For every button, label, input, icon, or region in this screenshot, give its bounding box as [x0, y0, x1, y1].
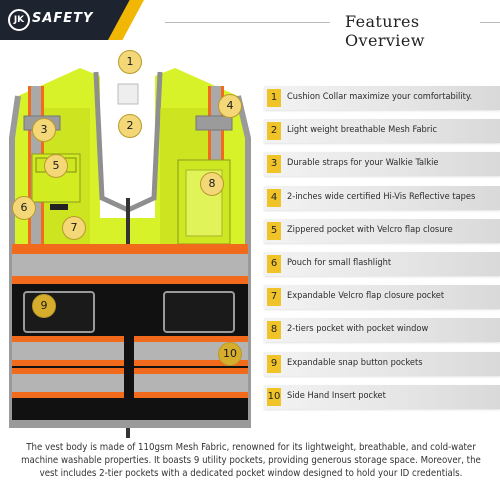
marker-10: 10: [218, 342, 242, 366]
feature-text: Cushion Collar maximize your comfortability.: [287, 91, 473, 102]
vest-image: [0, 48, 256, 438]
feature-item: [264, 119, 500, 143]
feature-text: 2-tiers pocket with pocket window: [287, 323, 429, 335]
feature-text: Durable straps for your Walkie Talkie: [287, 157, 439, 169]
title-divider: [480, 22, 500, 23]
feature-number: 1: [267, 89, 281, 107]
feature-number: 3: [267, 155, 281, 173]
feature-item: [264, 86, 500, 110]
feature-number: 10: [267, 388, 281, 406]
marker-7: 7: [62, 216, 86, 240]
brand-logo-icon: JK: [8, 9, 30, 31]
feature-number: 7: [267, 288, 281, 306]
feature-text: Expandable snap button pockets: [287, 356, 423, 368]
marker-6: 6: [12, 196, 36, 220]
marker-8: 8: [200, 172, 224, 196]
feature-text: 2-inches wide certified Hi-Vis Reflective tapes: [287, 190, 476, 202]
header: [0, 0, 500, 50]
marker-3: 3: [32, 118, 56, 142]
feature-item: [264, 285, 500, 309]
feature-item: [264, 186, 500, 210]
feature-item: [264, 385, 500, 409]
feature-number: 5: [267, 222, 281, 240]
marker-5: 5: [44, 154, 68, 178]
feature-text: Zippered pocket with Velcro flap closure: [287, 223, 453, 235]
feature-item: [264, 152, 500, 176]
feature-item: [264, 318, 500, 342]
marker-9: 9: [32, 294, 56, 318]
brand-name: SAFETY: [32, 11, 94, 26]
feature-number: 4: [267, 189, 281, 207]
feature-number: 9: [267, 355, 281, 373]
feature-item: [264, 219, 500, 243]
title-divider: [165, 22, 330, 23]
marker-4: 4: [218, 94, 242, 118]
feature-text: Expandable Velcro flap closure pocket: [287, 290, 445, 302]
feature-text: Light weight breathable Mesh Fabric: [287, 124, 437, 136]
feature-list: [264, 86, 500, 418]
feature-text: Side Hand Insert pocket: [287, 389, 386, 401]
feature-item: [264, 352, 500, 376]
product-description: The vest body is made of 110gsm Mesh Fabric, renowned for its lightweight, breathable, and cold-water machine washable properties. It boasts 9 utility pockets, providing generous storage space. Moreover, the vest includes 2-tier pockets with a dedicated pocket window designed to hold your ID credentials.: [21, 442, 481, 479]
feature-number: 8: [267, 321, 281, 339]
feature-number: 2: [267, 122, 281, 140]
marker-1: 1: [118, 50, 142, 74]
feature-item: [264, 252, 500, 276]
marker-2: 2: [118, 114, 142, 138]
feature-text: Pouch for small flashlight: [287, 256, 392, 268]
feature-number: 6: [267, 255, 281, 273]
page-title: Features Overview: [345, 12, 425, 50]
